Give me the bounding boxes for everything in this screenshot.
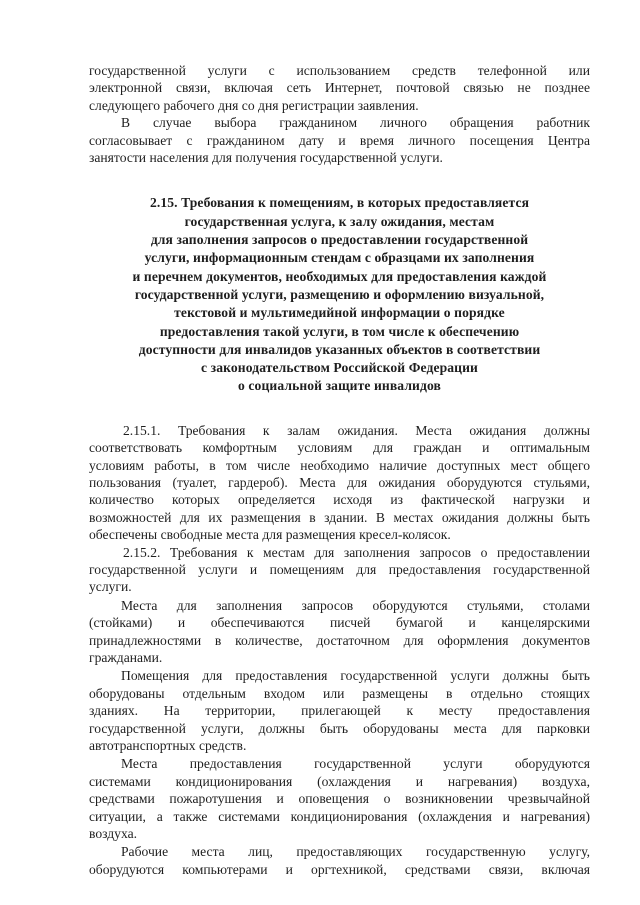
text-line: согласовывает с гражданином дату и время личного посещения Центра bbox=[89, 132, 590, 148]
text-line: принадлежностями в количестве, достаточном для оформления документов bbox=[89, 632, 590, 648]
heading-line: текстовой и мультимедийной информации о порядке bbox=[174, 305, 505, 321]
text-line: условиям работы, в том числе необходимо наличие доступных мест общего bbox=[89, 457, 590, 473]
text-line: пользования (туалет, гардероб). Места для ожидания оборудуются стульями, bbox=[89, 474, 590, 490]
paragraph-climate-systems bbox=[89, 755, 590, 842]
heading-line: о социальной защите инвалидов bbox=[238, 378, 441, 394]
heading-line: государственная услуга, к залу ожидания, местам bbox=[184, 213, 495, 229]
text-line: соответствовать комфортным условиям для граждан и оптимальным bbox=[89, 440, 590, 456]
text-line: обеспечены свободные места для размещения кресел-колясок. bbox=[89, 527, 451, 543]
text-line: Места предоставления государственной услуги оборудуются bbox=[121, 756, 590, 772]
heading-line: государственной услуги, размещению и оформлению визуальной, bbox=[134, 286, 545, 302]
text-line: электронной связи, включая сеть Интернет, почтовой связью не позднее bbox=[89, 80, 590, 96]
heading-line: предоставления такой услуги, в том числе к обеспечению bbox=[159, 323, 520, 339]
text-line: воздуха. bbox=[89, 826, 138, 842]
text-line: Места для заполнения запросов оборудуются стульями, столами bbox=[121, 597, 590, 613]
heading-line: и перечнем документов, необходимых для предоставления каждой bbox=[132, 268, 547, 284]
text-line: 2.15.1. Требования к залам ожидания. Места ожидания должны bbox=[123, 422, 590, 438]
text-line: занятости населения для получения государственной услуги. bbox=[89, 150, 443, 166]
paragraph-personal-visit bbox=[89, 114, 590, 166]
text-line: государственной услуги с использованием средств телефонной или bbox=[89, 63, 590, 78]
paragraph-contact-methods bbox=[89, 62, 590, 114]
heading-line: 2.15. Требования к помещениям, в которых предоставляется bbox=[149, 195, 530, 211]
text-line: услуги. bbox=[89, 579, 132, 595]
text-line: зданиях. На территории, прилегающей к месту предоставления bbox=[89, 703, 590, 719]
text-line: государственной услуги, должны быть оборудованы места для парковки bbox=[89, 720, 590, 736]
heading-line: с законодательством Российской Федерации bbox=[201, 360, 478, 376]
text-line: системами кондиционирования (охлаждения и нагревания) воздуха, bbox=[89, 773, 590, 789]
text-line: 2.15.2. Требования к местам для заполнения запросов о предоставлении bbox=[123, 544, 590, 560]
text-line: государственной услуги и помещениям для предоставления государственной bbox=[89, 561, 590, 577]
text-line: Рабочие места лиц, предоставляющих государственную услугу, bbox=[121, 844, 590, 860]
paragraph-2-15-2 bbox=[89, 544, 590, 596]
paragraph-workplaces bbox=[89, 843, 590, 878]
text-line: гражданами. bbox=[89, 649, 163, 665]
heading-line: для заполнения запросов о предоставлении государственной bbox=[150, 232, 529, 248]
text-line: средствами пожаротушения и оповещения о возникновении чрезвычайной bbox=[89, 791, 590, 807]
text-line: В случае выбора гражданином личного обращения работник bbox=[121, 115, 590, 131]
text-line: Помещения для предоставления государственной услуги должны быть bbox=[121, 668, 590, 684]
paragraph-filling-places bbox=[89, 597, 590, 667]
paragraph-premises bbox=[89, 667, 590, 754]
text-line: ситуации, а также системами кондиционирования (охлаждения и нагревания) bbox=[89, 808, 590, 824]
heading-line: доступности для инвалидов указанных объектов в соответствии bbox=[138, 341, 541, 357]
paragraph-2-15-1 bbox=[89, 422, 590, 544]
text-line: оборудованы отдельным входом или размещены в отдельно стоящих bbox=[89, 685, 590, 701]
text-line: следующего рабочего дня со дня регистрации заявления. bbox=[89, 97, 419, 113]
section-heading bbox=[89, 194, 590, 395]
document-body bbox=[89, 62, 590, 878]
text-line: (стойками) и обеспечиваются писчей бумагой и канцелярскими bbox=[89, 615, 590, 631]
heading-line: услуги, информационным стендам с образцами их заполнения bbox=[144, 250, 535, 266]
text-line: возможностей для их размещения в здании. В местах ожидания должны быть bbox=[89, 509, 590, 525]
text-line: оборудуются компьютерами и оргтехникой, средствами связи, включая bbox=[89, 861, 590, 877]
text-line: автотранспортных средств. bbox=[89, 738, 247, 754]
text-line: количество которых определяется исходя из фактической нагрузки и bbox=[89, 492, 590, 508]
